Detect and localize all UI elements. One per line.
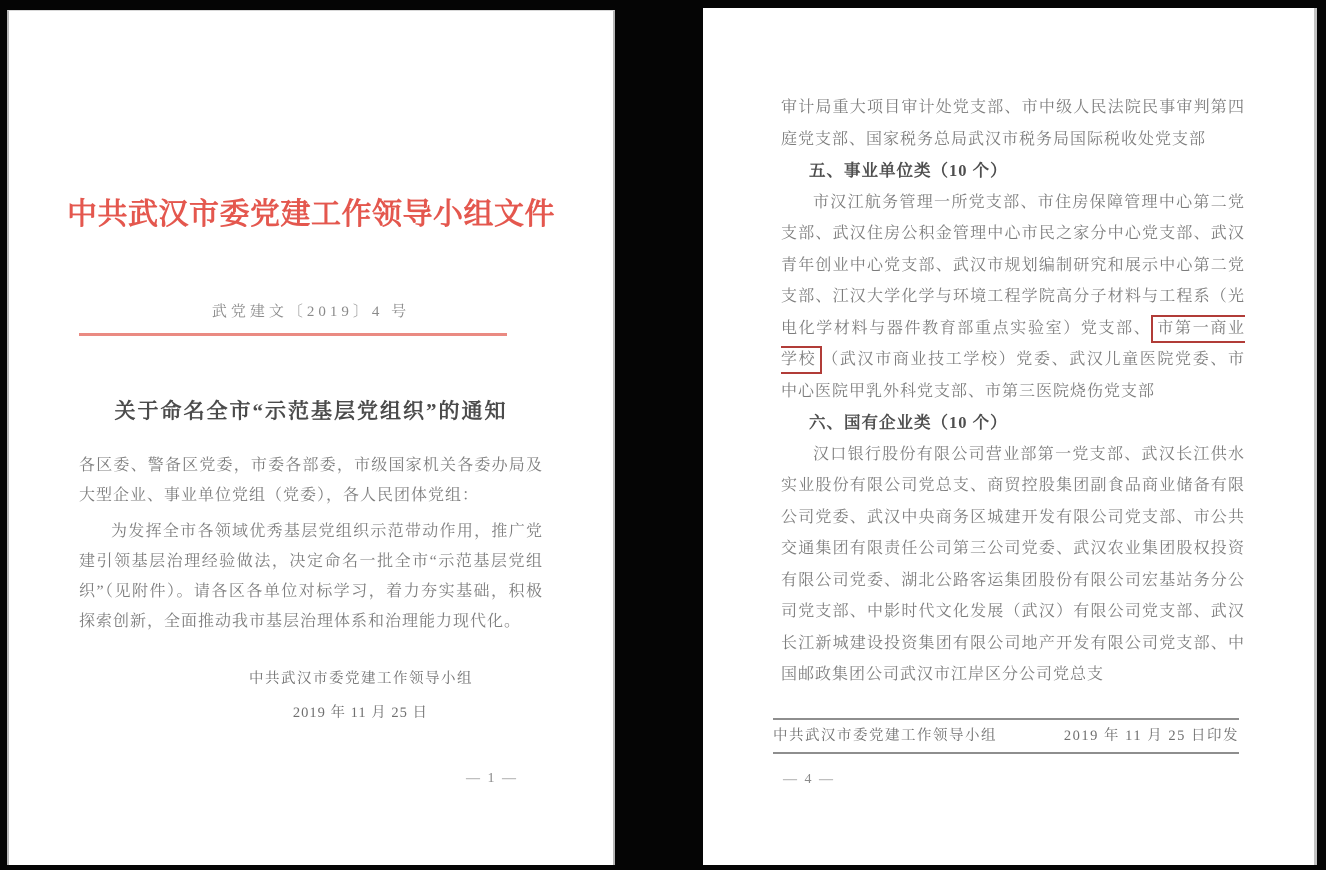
section-6-paragraph: 汉口银行股份有限公司营业部第一党支部、武汉长江供水实业股份有限公司党总支、商贸控股集团副食品商业储备有限公司党委、武汉中央商务区城建开发有限公司党支部、市公共交通集团有限责任公司第三公司党委、武汉农业集团股权投资有限公司党委、湖北公路客运集团股份有限公司宏基站务分公司党支部、中影时代文化发展（武汉）有限公司党支部、武汉长江新城建设投资集团有限公司地产开发有限公司党支部、中国邮政集团公司武汉市江岸区分公司党总支 xyxy=(781,445,1245,683)
red-divider-line xyxy=(79,333,507,336)
section-5-paragraph xyxy=(781,187,1245,408)
issuer-signature: 中共武汉市委党建工作领导小组 xyxy=(249,671,473,687)
document-page-1 xyxy=(7,10,615,865)
continuation-paragraph: 审计局重大项目审计处党支部、市中级人民法院民事审判第四庭党支部、国家税务总局武汉市税务局国际税收处党支部 xyxy=(781,99,1245,148)
page-number-4: — 4 — xyxy=(783,772,835,787)
notice-title: 关于命名全市“示范基层党组织”的通知 xyxy=(114,399,508,423)
salutation-paragraph: 各区委、警备区党委，市委各部委，市级国家机关各委办局及大型企业、事业单位党组（党委），各人民团体党组： xyxy=(79,457,543,504)
section-5-text-after: （武汉市商业技工学校）党委、武汉儿童医院党委、市中心医院甲乳外科党支部、市第三医院烧伤党支部 xyxy=(781,351,1245,400)
footer-print-date: 2019 年 11 月 25 日印发 xyxy=(1063,728,1239,744)
issue-date: 2019 年 11 月 25 日 xyxy=(292,705,428,721)
highlight-box: 市第一商业学校 xyxy=(781,315,1245,375)
notice-body xyxy=(79,451,543,637)
footer-divider-top xyxy=(773,718,1239,720)
section-5-heading: 五、事业单位类（10 个） xyxy=(809,161,1008,180)
document-number: 武党建文〔2019〕4 号 xyxy=(211,304,411,320)
masthead-title: 中共武汉市委党建工作领导小组文件 xyxy=(67,198,555,231)
page-number-1: — 1 — xyxy=(466,771,518,786)
section-5-text-before: 市汉江航务管理一所党支部、市住房保障管理中心第二党支部、武汉住房公积金管理中心市民之家分中心党支部、武汉青年创业中心党支部、武汉市规划编制研究和展示中心第二党支部、江汉大学化学与环境工程学院高分子材料与工程系（光电化学材料与器件教育部重点实验室）党支部、 xyxy=(781,193,1245,337)
attachment-list-body xyxy=(781,92,1245,691)
document-page-4 xyxy=(703,8,1317,865)
footer-divider-bottom xyxy=(773,752,1239,754)
footer-issuer: 中共武汉市委党建工作领导小组 xyxy=(773,728,997,744)
section-6-heading: 六、国有企业类（10 个） xyxy=(809,413,1008,432)
footer-imprint-row xyxy=(773,724,1239,745)
body-paragraph: 为发挥全市各领域优秀基层党组织示范带动作用，推广党建引领基层治理经验做法，决定命名一批全市“示范基层党组织”（见附件）。请各区各单位对标学习，着力夯实基础，积极探索创新，全面推动我市基层治理体系和治理能力现代化。 xyxy=(79,523,543,630)
